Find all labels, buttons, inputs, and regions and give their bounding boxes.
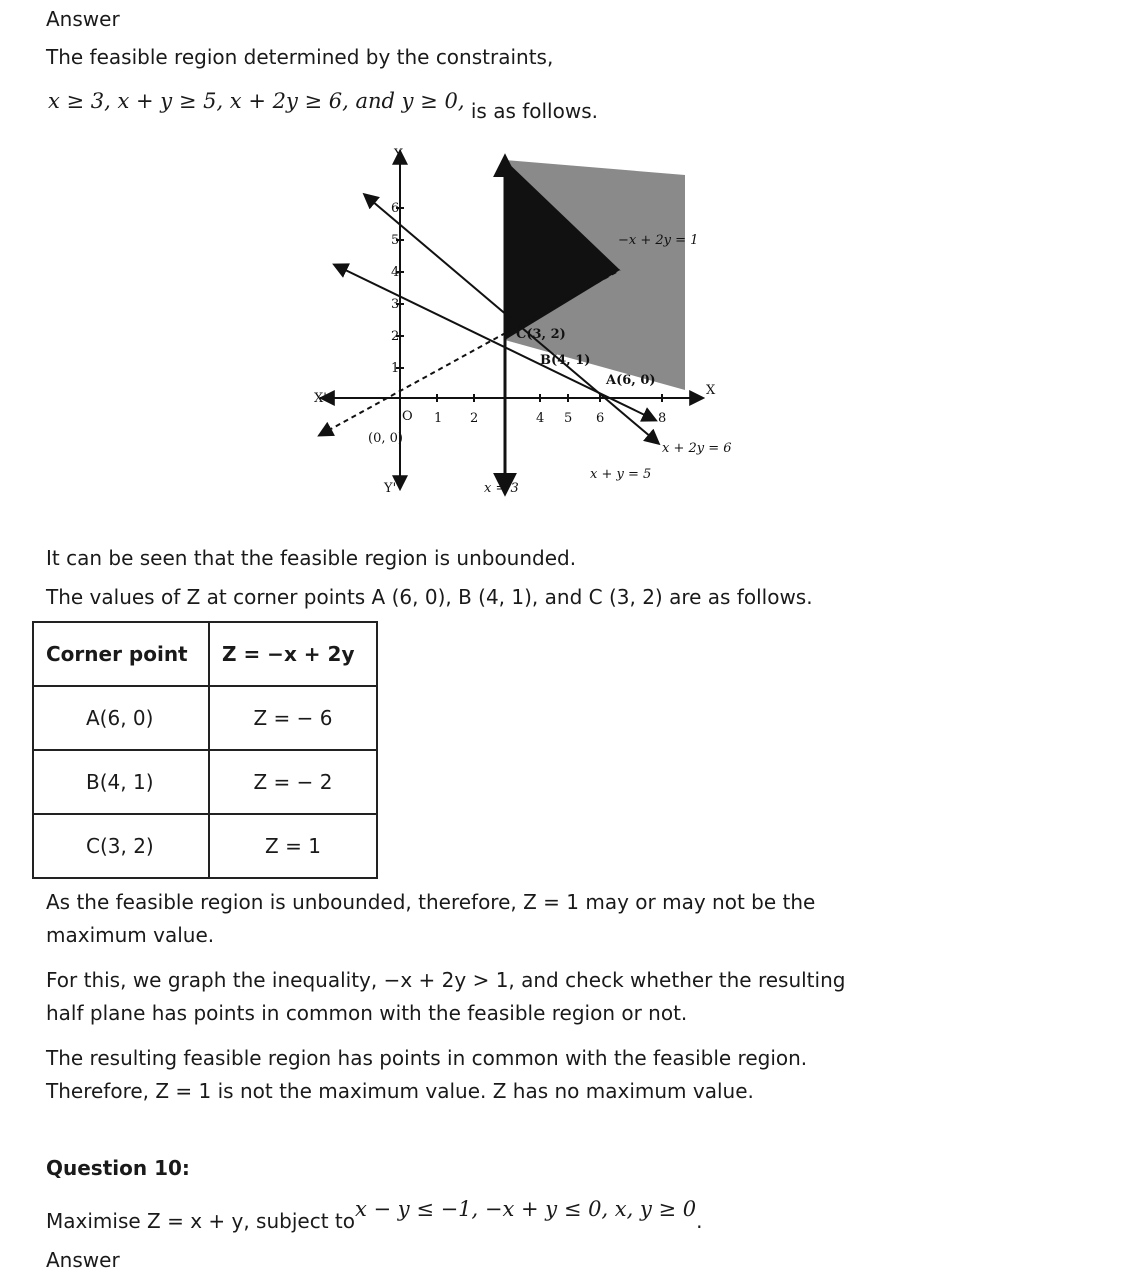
x-axis-label: X: [706, 383, 716, 398]
x-tick-5: 5: [564, 411, 573, 426]
x-tick-4: 4: [536, 411, 545, 426]
y-tick-6: 6: [391, 201, 400, 216]
para3-line1: The resulting feasible region has points in common with the feasible region.: [46, 1046, 808, 1070]
values-intro: The values of Z at corner points A (6, 0), B (4, 1), and C (3, 2) are as follows.: [46, 585, 813, 609]
para2-line2: half plane has points in common with the feasible region or not.: [46, 1001, 688, 1025]
table-header-row: [33, 622, 377, 686]
para1-line1: As the feasible region is unbounded, therefore, Z = 1 may or may not be the: [46, 890, 816, 914]
y-axis-label: Y: [394, 147, 403, 162]
y-tick-5: 5: [391, 233, 400, 248]
q10-math: x − y ≤ −1, −x + y ≤ 0, x, y ≥ 0: [354, 1197, 697, 1221]
line-x2y6-label: x + 2y = 6: [662, 441, 732, 456]
line-xy5-label: x + y = 5: [590, 467, 652, 482]
header-corner-point: Corner point: [33, 622, 209, 686]
y-tick-1: 1: [391, 361, 400, 376]
table-cell-point: A(6, 0): [33, 686, 209, 750]
origin-label: O: [402, 409, 413, 424]
table-cell-z: Z = − 2: [209, 750, 377, 814]
unbounded-text: It can be seen that the feasible region is unbounded.: [46, 546, 577, 570]
x-tick-8: 8: [658, 411, 667, 426]
y-axis-neg-label: Y': [384, 481, 397, 496]
table-cell-z: Z = − 6: [209, 686, 377, 750]
para1-line2: maximum value.: [46, 923, 215, 947]
para3-line2: Therefore, Z = 1 is not the maximum value. Z has no maximum value.: [46, 1079, 754, 1103]
constraints-tail: is as follows.: [464, 99, 598, 123]
line-z-label: −x + 2y = 1: [618, 233, 699, 248]
intro-text: The feasible region determined by the constraints,: [46, 45, 554, 69]
y-tick-4: 4: [391, 265, 400, 280]
question-text-line: [46, 1196, 703, 1233]
y-tick-2: 2: [391, 329, 400, 344]
question-heading: Question 10:: [46, 1156, 190, 1180]
origin-coord: (0, 0): [368, 431, 403, 446]
point-b-label: B(4, 1): [540, 353, 591, 368]
table-row: [33, 750, 377, 814]
constraints-math: x ≥ 3, x + y ≥ 5, x + 2y ≥ 6, and y ≥ 0,: [48, 89, 465, 113]
table-row: [33, 686, 377, 750]
q10-text: Maximise Z = x + y, subject to: [46, 1209, 355, 1233]
x-tick-6: 6: [596, 411, 605, 426]
constraints-line: [48, 88, 598, 123]
answer-heading: Answer: [46, 7, 120, 31]
x-tick-2: 2: [470, 411, 479, 426]
point-c-label: C(3, 2): [516, 327, 566, 342]
answer-heading-2: Answer: [46, 1248, 120, 1272]
feasible-region-graph: [300, 140, 770, 510]
table-row: [33, 814, 377, 878]
q10-tail: .: [696, 1209, 703, 1233]
y-tick-3: 3: [391, 297, 400, 312]
line-x3-label: x = 3: [484, 481, 519, 496]
table-cell-point: B(4, 1): [33, 750, 209, 814]
header-z: Z = −x + 2y: [209, 622, 377, 686]
point-a-label: A(6, 0): [606, 373, 656, 388]
para2-line1: For this, we graph the inequality, −x + 2y > 1, and check whether the resulting: [46, 968, 846, 992]
x-tick-1: 1: [434, 411, 443, 426]
table-cell-point: C(3, 2): [33, 814, 209, 878]
x-axis-neg-label: X': [314, 391, 327, 406]
corner-point-table: [32, 621, 378, 879]
table-cell-z: Z = 1: [209, 814, 377, 878]
